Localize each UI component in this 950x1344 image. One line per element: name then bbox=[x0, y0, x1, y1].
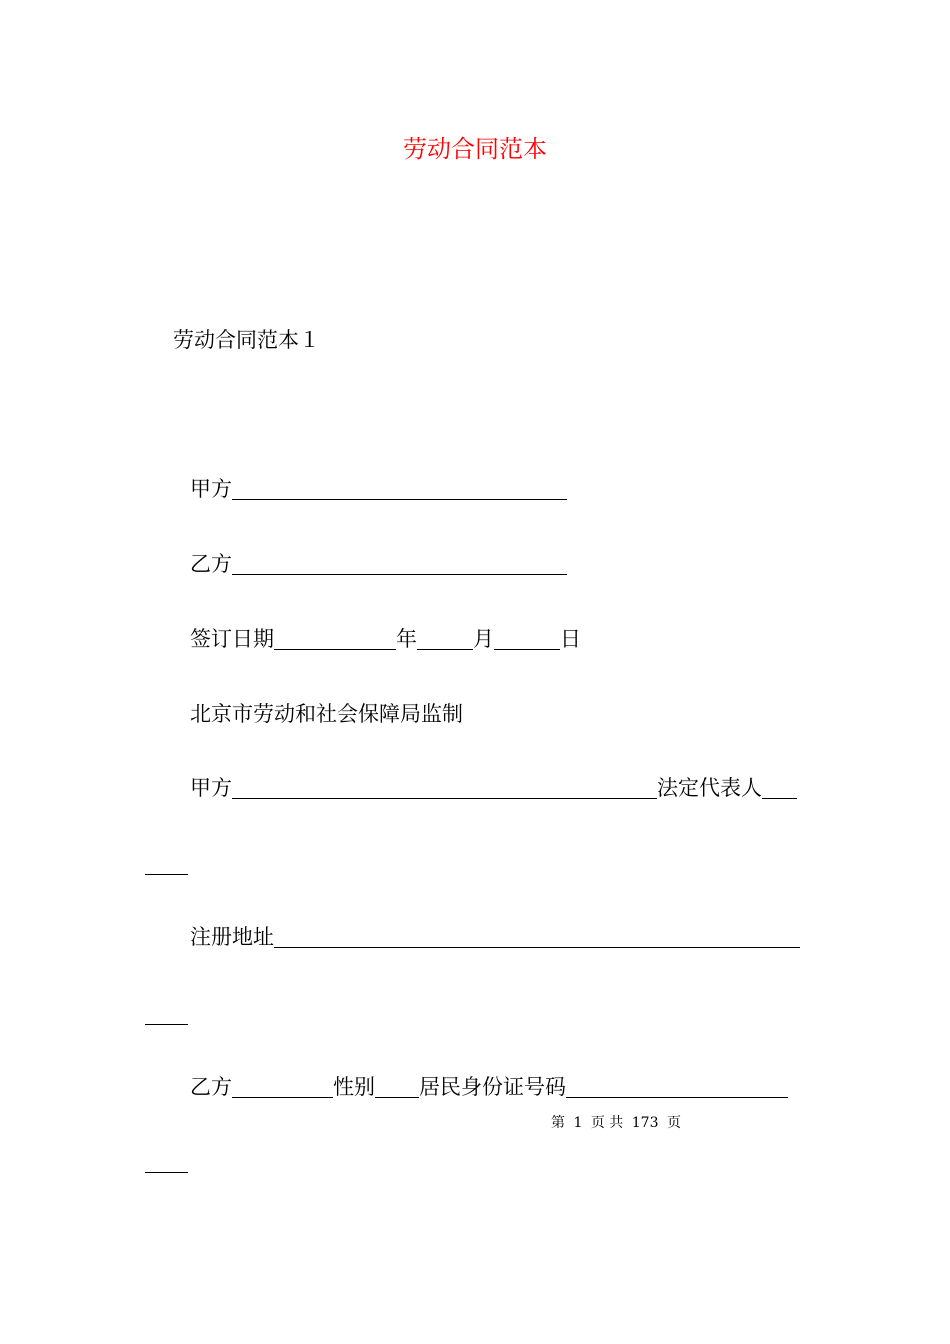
legal-rep-label: 法定代表人 bbox=[657, 776, 762, 800]
id-number-blank-continued[interactable] bbox=[145, 1150, 188, 1173]
registered-address-blank[interactable] bbox=[274, 925, 800, 948]
party-a-blank[interactable] bbox=[232, 477, 567, 500]
party-b-name-blank[interactable] bbox=[232, 1075, 333, 1098]
party-b-label: 乙方 bbox=[190, 552, 232, 576]
party-a-name-blank[interactable] bbox=[232, 776, 657, 799]
year-label: 年 bbox=[396, 627, 417, 651]
year-blank[interactable] bbox=[274, 627, 396, 650]
day-label: 日 bbox=[560, 627, 581, 651]
id-number-label: 居民身份证号码 bbox=[419, 1075, 566, 1099]
registered-address-label: 注册地址 bbox=[190, 925, 274, 949]
footer-total-pages: 173 bbox=[631, 1115, 659, 1131]
page-footer bbox=[0, 1114, 950, 1132]
party-b-detail-line bbox=[190, 1072, 788, 1102]
section-heading: 劳动合同范本１ bbox=[173, 328, 320, 352]
gender-blank[interactable] bbox=[375, 1075, 419, 1098]
party-b-line bbox=[190, 549, 567, 579]
party-a-label: 甲方 bbox=[190, 477, 232, 501]
party-b-blank[interactable] bbox=[232, 552, 567, 575]
party-a-detail-label: 甲方 bbox=[190, 776, 232, 800]
legal-rep-blank-continued[interactable] bbox=[145, 852, 188, 875]
sign-date-label: 签订日期 bbox=[190, 627, 274, 651]
footer-middle: 页 共 bbox=[590, 1115, 624, 1131]
supervisor-line: 北京市劳动和社会保障局监制 bbox=[190, 702, 463, 726]
day-blank[interactable] bbox=[494, 627, 560, 650]
gender-label: 性别 bbox=[333, 1075, 375, 1099]
footer-prefix: 第 bbox=[551, 1115, 566, 1131]
party-a-line bbox=[190, 474, 567, 504]
registered-address-line bbox=[190, 922, 800, 952]
month-label: 月 bbox=[473, 627, 494, 651]
party-a-detail-line bbox=[190, 773, 797, 803]
footer-suffix: 页 bbox=[666, 1115, 681, 1131]
footer-page-number: 1 bbox=[573, 1115, 583, 1131]
document-title: 劳动合同范本 bbox=[403, 135, 547, 163]
legal-rep-blank[interactable] bbox=[762, 776, 797, 799]
id-number-blank[interactable] bbox=[566, 1075, 788, 1098]
party-b-detail-label: 乙方 bbox=[190, 1075, 232, 1099]
sign-date-line bbox=[190, 624, 581, 654]
registered-address-blank-continued[interactable] bbox=[145, 1002, 188, 1025]
month-blank[interactable] bbox=[417, 627, 473, 650]
